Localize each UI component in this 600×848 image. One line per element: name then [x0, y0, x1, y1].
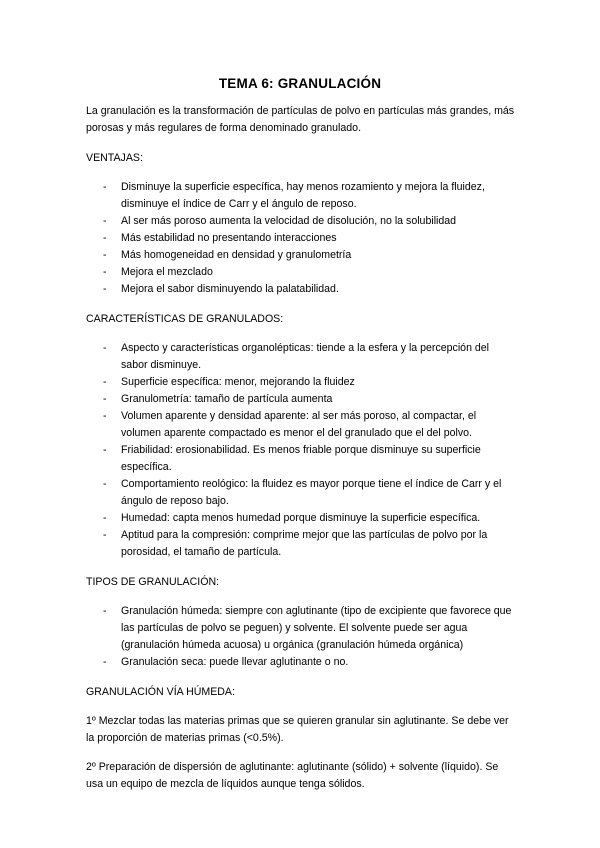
list-item: - Granulación seca: puede llevar aglutinante o no.: [86, 654, 518, 671]
list-item: - Mejora el mezclado: [86, 264, 518, 281]
bullet-dash: -: [103, 215, 107, 227]
section-heading-ventajas: VENTAJAS:: [86, 152, 143, 164]
bullet-dash: -: [103, 181, 107, 193]
list-item: - Granulación húmeda: siempre con aglutinante (tipo de excipiente que favorece que las partículas de polvo se peguen) y solvente. El solvente puede ser agua (granulación húmeda acuosa) u orgánica (granulación húmeda orgánica): [103, 605, 512, 651]
bullet-dash: -: [103, 529, 107, 541]
bullet-dash: -: [103, 605, 107, 617]
bullet-dash: -: [103, 393, 107, 405]
step-paragraph-2: 2º Preparación de dispersión de aglutinante: aglutinante (sólido) + solvente (líquido). Se usa un equipo de mezcla de líquidos aunque tenga sólidos.: [86, 761, 499, 790]
bullet-dash: -: [103, 478, 107, 490]
tipos-list: [86, 603, 518, 671]
bullet-dash: -: [103, 342, 107, 354]
list-item: - Más homogeneidad en densidad y granulometría: [86, 247, 518, 264]
bullet-dash: -: [103, 376, 107, 388]
bullet-dash: -: [103, 444, 107, 456]
bullet-dash: -: [103, 283, 107, 295]
list-item: - Comportamiento reológico: la fluidez es mayor porque tiene el índice de Carr y el ángulo de reposo bajo.: [103, 478, 502, 507]
list-item: - Más estabilidad no presentando interacciones: [86, 230, 518, 247]
list-item: - Friabilidad: erosionabilidad. Es menos friable porque disminuye su superficie específica.: [103, 444, 481, 473]
bullet-dash: -: [103, 249, 107, 261]
list-item: - Granulometría: tamaño de partícula aumenta: [86, 391, 518, 408]
bullet-dash: -: [103, 410, 107, 422]
bullet-dash: -: [103, 266, 107, 278]
list-item: - Aptitud para la compresión: comprime mejor que las partículas de polvo por la porosidad, el tamaño de partícula.: [103, 529, 488, 558]
list-item: - Disminuye la superficie específica, hay menos rozamiento y mejora la fluidez, disminuye el índice de Carr y el ángulo de reposo.: [103, 181, 485, 210]
caracteristicas-list: [86, 340, 518, 561]
section-heading-caracteristicas: CARACTERÍSTICAS DE GRANULADOS:: [86, 313, 284, 325]
list-item: - Al ser más poroso aumenta la velocidad de disolución, no la solubilidad: [86, 213, 518, 230]
list-item: - Mejora el sabor disminuyendo la palatabilidad.: [86, 281, 518, 298]
section-heading-tipos: TIPOS DE GRANULACIÓN:: [86, 576, 220, 588]
bullet-dash: -: [103, 656, 107, 668]
list-item: - Volumen aparente y densidad aparente: al ser más poroso, al compactar, el volumen aparente compactado es menor el del granulado que el del polvo.: [103, 410, 477, 439]
list-item: - Superficie específica: menor, mejorando la fluidez: [86, 374, 518, 391]
list-item: - Humedad: capta menos humedad porque disminuye la superficie específica.: [86, 510, 518, 527]
bullet-dash: -: [103, 232, 107, 244]
page-title: TEMA 6: GRANULACIÓN: [218, 76, 382, 91]
document-body: [86, 103, 518, 805]
list-item: - Aspecto y características organolépticas: tiende a la esfera y la percepción del sabor disminuye.: [103, 342, 490, 371]
ventajas-list: [86, 179, 518, 298]
bullet-dash: -: [103, 512, 107, 524]
intro-paragraph: La granulación es la transformación de partículas de polvo en partículas más grandes, más porosas y más regulares de forma denominado granulado.: [86, 105, 515, 134]
step-paragraph-1: 1º Mezclar todas las materias primas que se quieren granular sin aglutinante. Se debe ver la proporción de materias primas (<0.5%).: [86, 715, 509, 744]
section-heading-via-humeda: GRANULACIÓN VÍA HÚMEDA:: [86, 686, 235, 698]
